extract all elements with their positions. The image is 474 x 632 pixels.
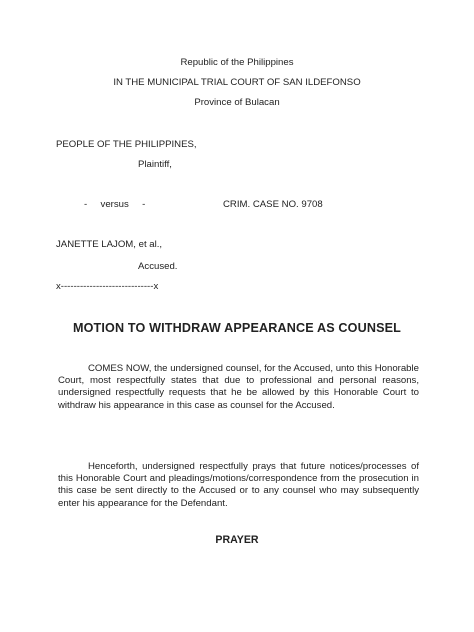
caption-separator: x-----------------------------x [56, 281, 159, 292]
case-number: CRIM. CASE NO. 9708 [223, 199, 323, 210]
plaintiff-role: Plaintiff, [138, 159, 172, 170]
body-paragraph-1: COMES NOW, the undersigned counsel, for the Accused, unto this Honorable Court, most respectfully states that due to professional and personal reasons, undersigned respectfully requests that he be allowed by this Honorable Court to withdraw his appearance in this case as counsel for the Accused. [58, 363, 419, 411]
accused-name: JANETTE LAJOM, et al., [56, 239, 163, 250]
prayer-heading: PRAYER [215, 534, 259, 546]
plaintiff-name: PEOPLE OF THE PHILIPPINES, [56, 139, 197, 150]
versus-label: - versus - [84, 199, 146, 210]
accused-role: Accused. [138, 261, 178, 272]
republic-line: Republic of the Philippines [180, 57, 294, 68]
court-line: IN THE MUNICIPAL TRIAL COURT OF SAN ILDEFONSO [113, 77, 361, 88]
province-line: Province of Bulacan [194, 97, 280, 108]
body-paragraph-2: Henceforth, undersigned respectfully prays that future notices/processes of this Honorable Court and pleadings/motions/correspondence from the prosecution in this case be sent directly to the Accused or to any counsel who may subsequently enter his appearance for the Defendant. [58, 461, 419, 509]
document-title: MOTION TO WITHDRAW APPEARANCE AS COUNSEL [72, 321, 402, 335]
